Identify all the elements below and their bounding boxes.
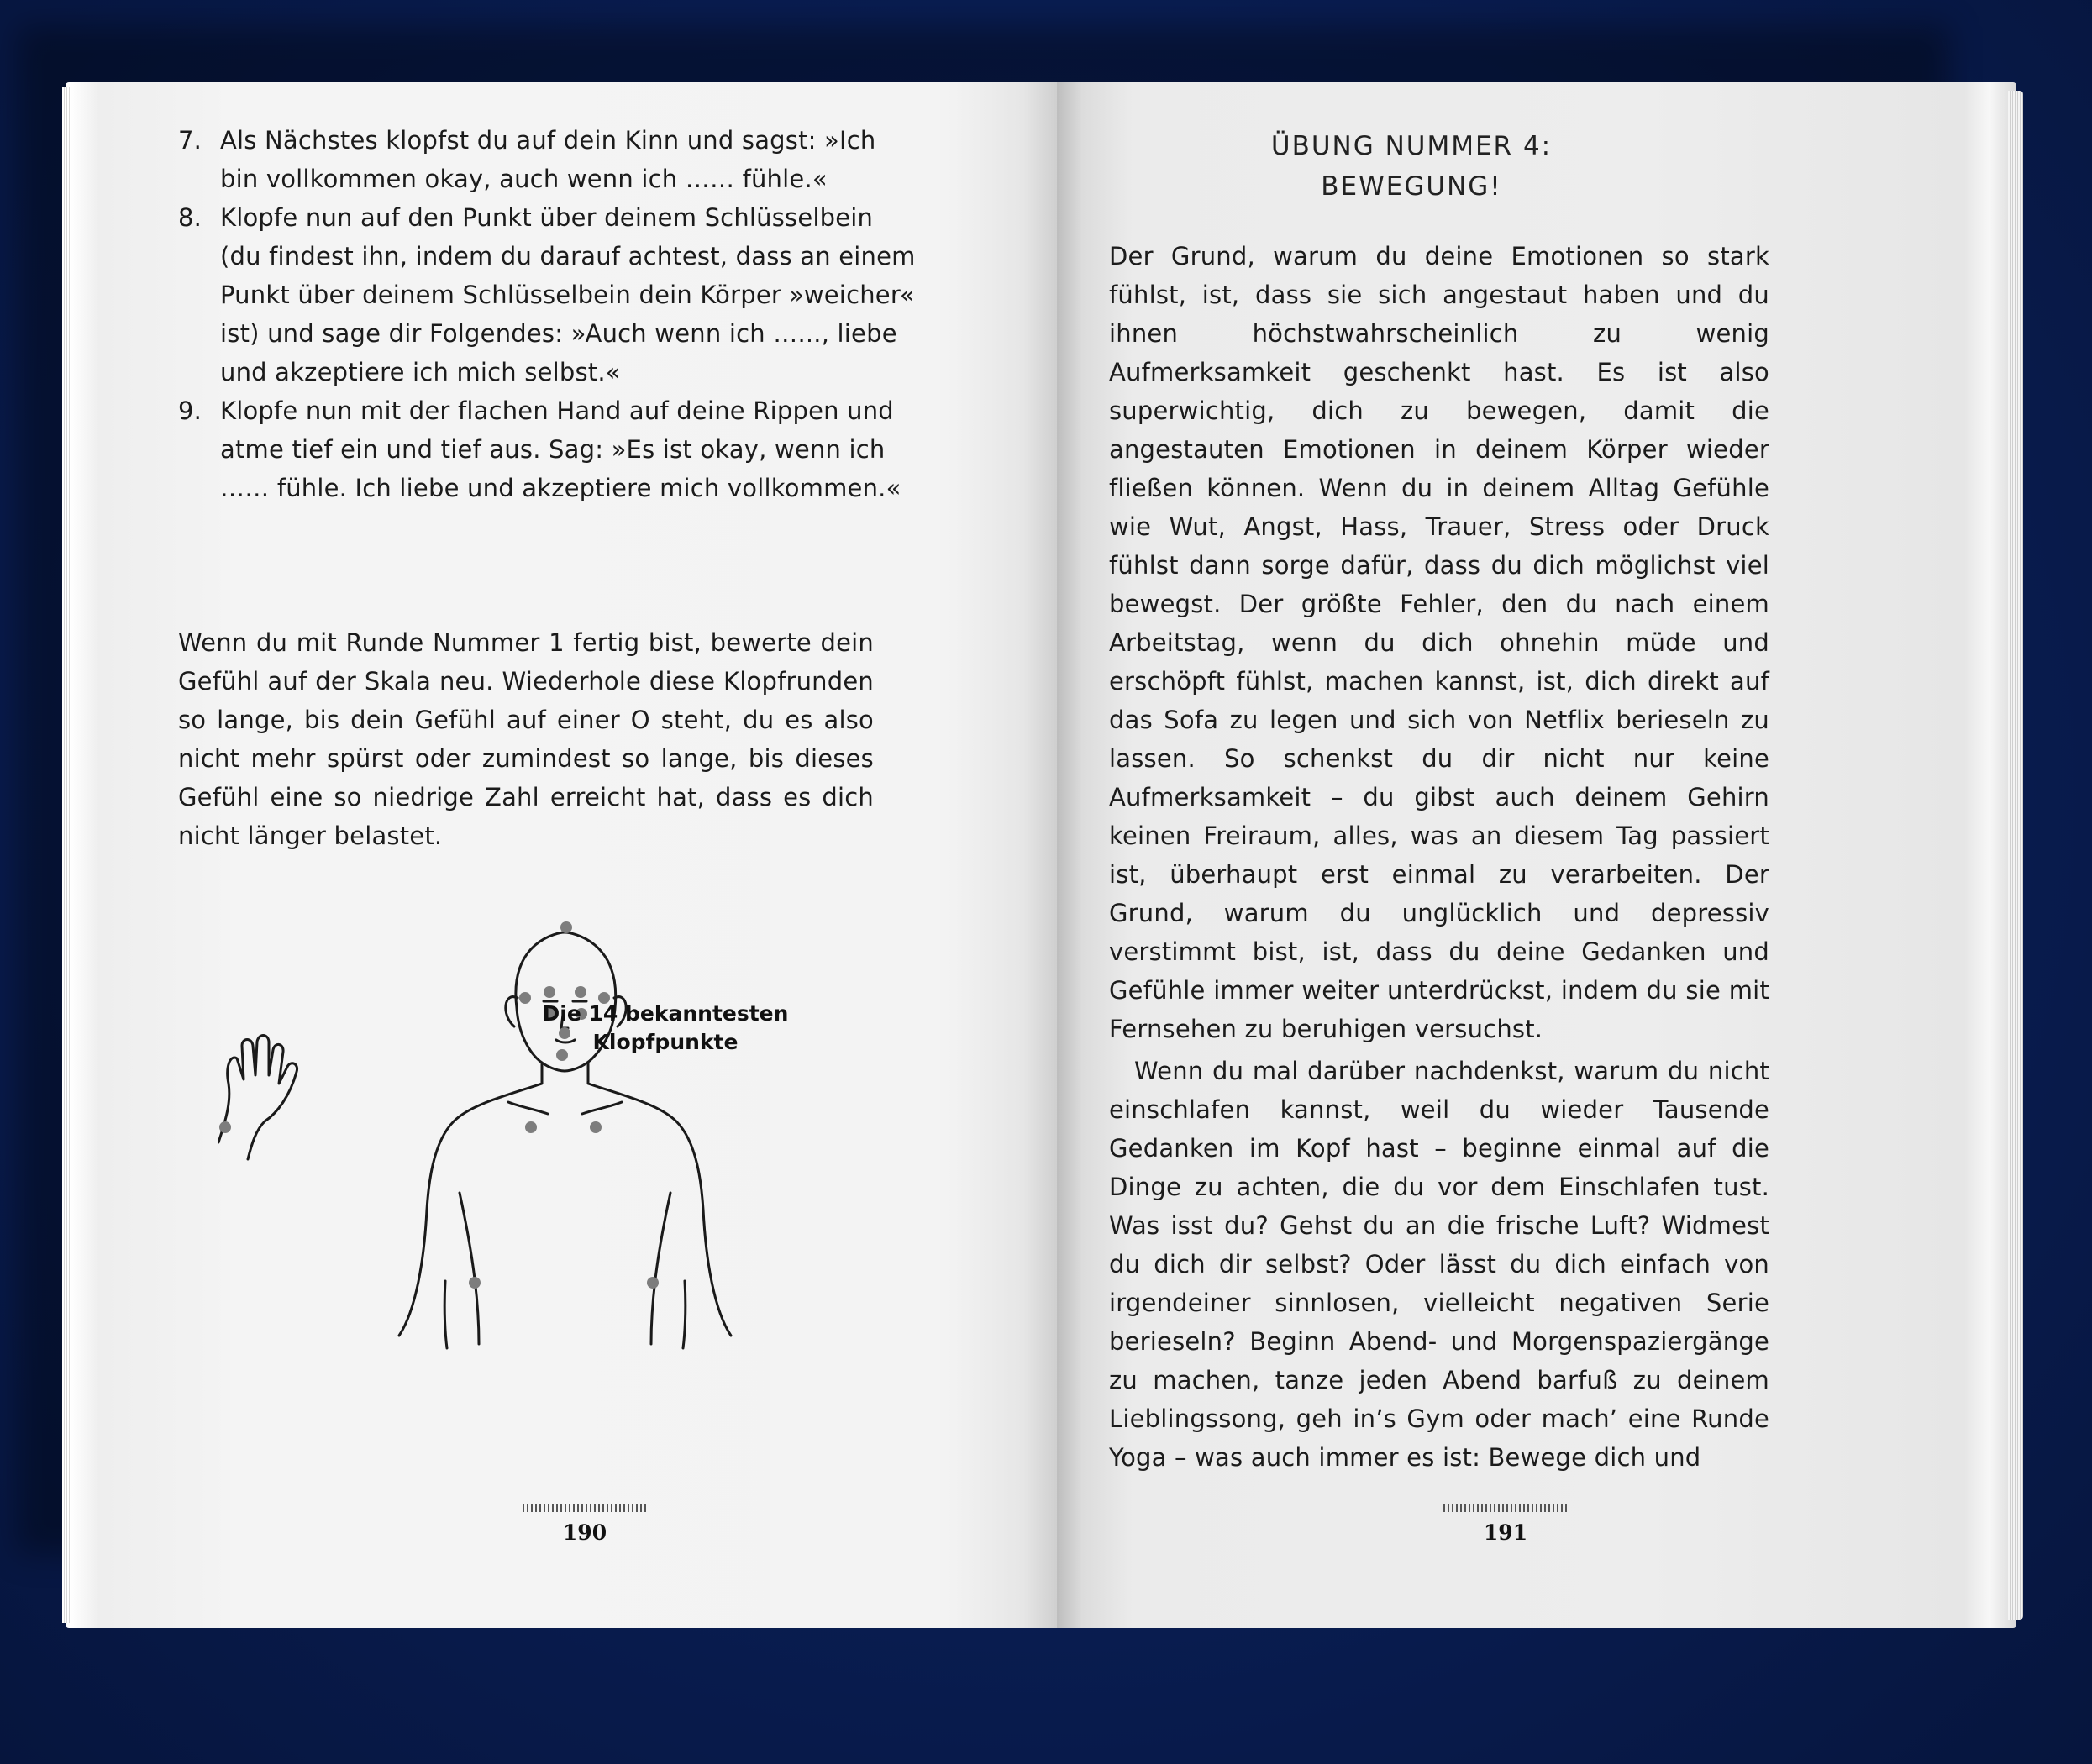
tap-point-eyebrow-right bbox=[575, 986, 586, 998]
left-collarbone bbox=[508, 1102, 548, 1114]
torso-left bbox=[460, 1193, 479, 1344]
step-number: 8. bbox=[178, 203, 202, 232]
folio-decoration-left bbox=[523, 1504, 649, 1512]
right-paragraph-2: Wenn du mal darüber nachdenkst, warum du nicht einschlafen kannst, weil du wieder Tausende Gedanken im Kopf hast – beginne einmal auf die Dinge zu achten, die du vor dem Einschlafen tust. Was isst du? Gehst du an die frische Luft? Widmest du dich dir selbst? Oder lässt du dich einfach von irgendeiner sinnlosen, vielleicht negativen Serie berieseln? Beginn Abend- und Morgenspaziergänge zu machen, tanze jeden Abend barfuß zu deinem Lieblingssong, geh in’s Gym oder mach’ eine Runde Yoga – was auch immer es ist: Bewege dich und bbox=[1109, 1057, 1769, 1472]
neck-shoulders-right bbox=[588, 1063, 731, 1336]
right-body-text bbox=[1109, 237, 1769, 1477]
arm-right-inner bbox=[683, 1281, 686, 1348]
step-9 bbox=[178, 391, 917, 507]
torso-right bbox=[651, 1193, 670, 1344]
right-page-edge bbox=[2008, 91, 2023, 1620]
tapping-steps-list bbox=[178, 121, 917, 507]
tap-point-under-arm-left bbox=[469, 1277, 481, 1289]
right-collarbone bbox=[582, 1102, 622, 1114]
figure-caption bbox=[523, 1000, 808, 1057]
step-number: 9. bbox=[178, 396, 202, 425]
chapter-title-line-2: BEWEGUNG! bbox=[1321, 171, 1502, 202]
step-number: 7. bbox=[178, 126, 202, 155]
arm-left-inner bbox=[444, 1281, 447, 1348]
tap-point-collarbone-left bbox=[525, 1121, 537, 1133]
chapter-title-line-1: ÜBUNG NUMMER 4: bbox=[1270, 131, 1553, 161]
tap-point-karate-chop bbox=[219, 1121, 231, 1133]
tap-point-top-of-head bbox=[560, 921, 572, 933]
tap-point-under-arm-right bbox=[647, 1277, 659, 1289]
left-body-paragraph: Wenn du mit Runde Nummer 1 fertig bist, bewerte dein Gefühl auf der Skala neu. Wiederhole diese Klopfrunden so lange, bis dein Gefühl auf einer O steht, du es also nicht mehr spürst oder zumindest so lange, bis dieses Gefühl eine so niedrige Zahl erreicht hat, dass es dich nicht länger belastet. bbox=[178, 628, 874, 850]
step-text: Klopfe nun mit der flachen Hand auf deine Rippen und atme tief ein und tief aus. Sag: »Es ist okay, wenn ich …… fühle. Ich liebe und akzeptiere mich vollkommen.« bbox=[220, 396, 901, 502]
page-number-right: 191 bbox=[1483, 1520, 1528, 1545]
figure-caption-line-1: Die 14 bekanntesten bbox=[542, 1001, 789, 1026]
tap-point-collarbone-right bbox=[590, 1121, 602, 1133]
step-8 bbox=[178, 198, 917, 391]
neck-shoulders bbox=[399, 1063, 542, 1336]
figure-caption-line-2: Klopfpunkte bbox=[592, 1030, 739, 1054]
right-paragraph-1: Der Grund, warum du deine Emotionen so stark fühlst, ist, dass sie sich angestaut haben und du ihnen höchstwahrscheinlich zu wenig Aufmerksamkeit geschenkt hast. Es ist also superwichtig, dich zu bewegen, damit die angestauten Emotionen in deinem Körper wieder fließen können. Wenn du in deinem Alltag Gefühle wie Wut, Angst, Hass, Trauer, Stress oder Druck fühlst dann sorge dafür, dass du dich möglichst viel bewegst. Der größte Fehler, den du nach einem Arbeitstag, wenn du dich ohnehin müde und erschöpft fühlst, machen kannst, ist, dich direkt auf das Sofa zu legen und sich von Netflix berieseln zu lassen. So schenkst du dir nicht nur keine Aufmerksamkeit – du gibst auch deinem Gehirn keinen Freiraum, alles, was an diesem Tag passiert ist, überhaupt erst einmal zu verarbeiten. Der Grund, warum du unglücklich und depressiv verstimmt bist, ist, dass du deine Gedanken und Gefühle immer weiter unterdrückst, indem du sie mit Fernsehen zu beruhigen versuchst. bbox=[1109, 242, 1769, 1043]
tapping-points-illustration bbox=[218, 907, 756, 1361]
chapter-title bbox=[1126, 126, 1697, 207]
page-number-left: 190 bbox=[562, 1520, 607, 1545]
step-text: Klopfe nun auf den Punkt über deinem Schlüsselbein (du findest ihn, indem du darauf achtest, dass an einem Punkt über deinem Schlüsselbein dein Körper »weicher« ist) und sage dir Folgendes: »Auch wenn ich …..., liebe und akzeptiere ich mich selbst.« bbox=[220, 203, 916, 386]
step-text: Als Nächstes klopfst du auf dein Kinn und sagst: »Ich bin vollkommen okay, auch wenn ich …… fühle.« bbox=[220, 126, 876, 193]
hand-outline bbox=[218, 1036, 297, 1160]
folio-decoration-right bbox=[1443, 1504, 1569, 1512]
step-7 bbox=[178, 121, 917, 198]
tap-point-eyebrow-left bbox=[544, 986, 555, 998]
left-page-edge bbox=[62, 87, 71, 1623]
